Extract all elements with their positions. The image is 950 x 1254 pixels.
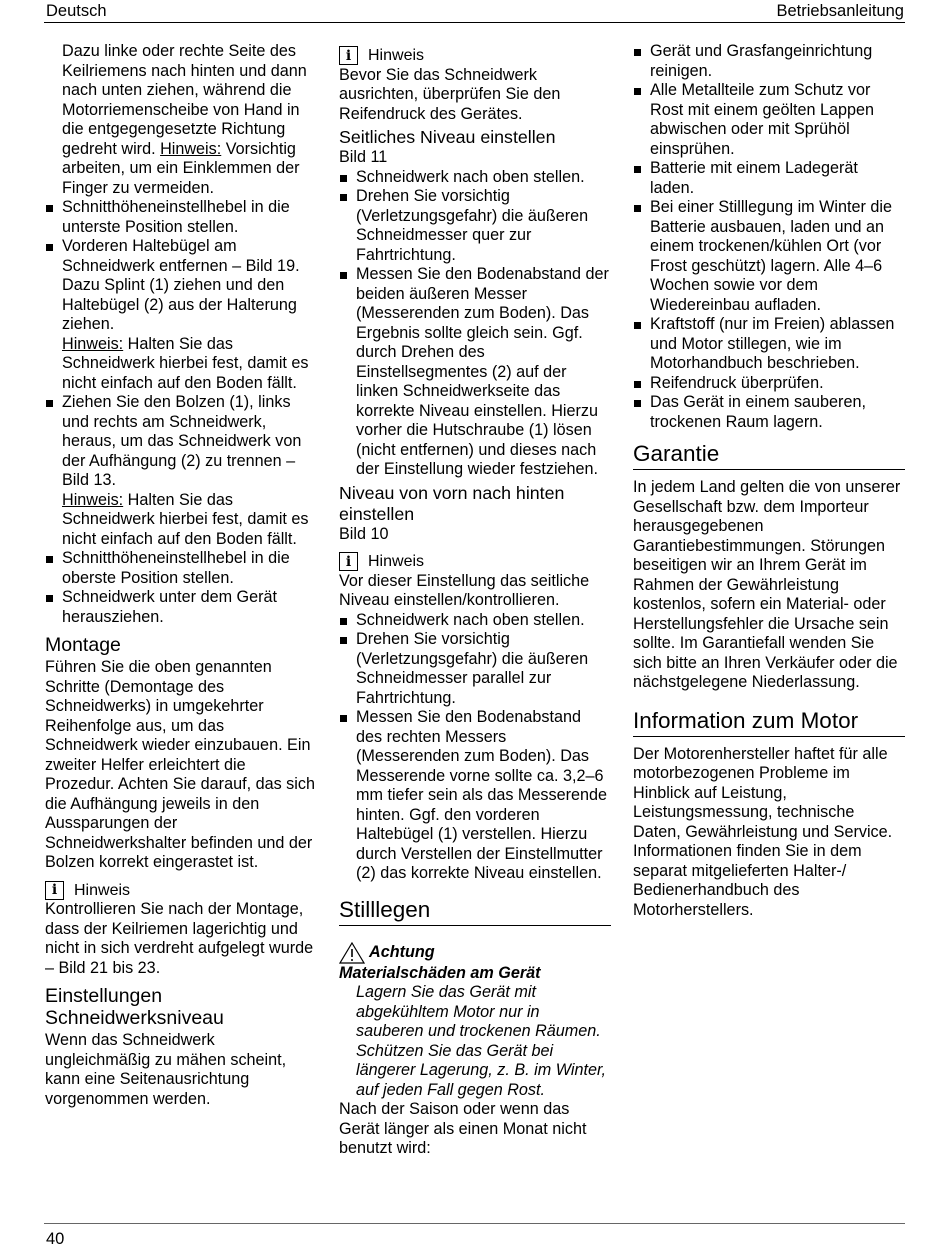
header-language: Deutsch — [46, 2, 107, 20]
list-item: Schneidwerk nach oben stellen. — [339, 611, 611, 631]
list-item: Bei einer Stilllegung im Winter die Batterie ausbauen, laden und an einem trockenen/kühlen Ort (vor Frost geschützt) lagern. Alle 4–6 Wochen sowie vor dem Wiedereinbau aufladen. — [633, 198, 905, 315]
removal-steps-list — [45, 198, 317, 627]
header-rule — [44, 22, 905, 23]
info-icon: i — [339, 552, 358, 571]
page-number: 40 — [46, 1230, 65, 1248]
einstellungen-paragraph: Wenn das Schneidwerk ungleichmäßig zu mähen scheint, kann eine Seitenausrichtung vorgenommen werden. — [45, 1031, 287, 1108]
continued-text: Dazu linke oder rechte Seite des Keilriemens nach hinten und dann nach unten ziehen, während die Motorriemenscheibe von Hand in die entgegengesetzte Richtung gedreht wird. — [62, 42, 307, 158]
list-item: Gerät und Grasfangeinrichtung reinigen. — [633, 42, 905, 81]
list-item: Messen Sie den Bodenabstand der beiden äußeren Messer (Messerenden zum Boden). Das Ergebnis sollte gleich sein. Ggf. durch Drehen des Einstellsegmentes (2) auf der linken Schneidwerkseite das korrekte Niveau einstellen. Hierzu vorher die Hutschraube (1) lösen (nicht entfernen) und dieses nach der Einstellung wieder festziehen. — [339, 265, 611, 480]
header-doc-type: Betriebsanleitung — [776, 2, 904, 20]
stilllegen-paragraph: Nach der Saison oder wenn das Gerät länger als einen Monat nicht benutzt wird: — [339, 1100, 587, 1157]
list-item: Drehen Sie vorsichtig (Verletzungsgefahr) die äußeren Schneidmesser parallel zur Fahrtrichtung. — [339, 630, 611, 708]
hint-paragraph: Bevor Sie das Schneidwerk ausrichten, überprüfen Sie den Reifendruck des Gerätes. — [339, 65, 561, 123]
section-heading-motor: Information zum Motor — [633, 707, 905, 737]
section-heading-stilllegen: Stilllegen — [339, 896, 611, 926]
hint-label: Hinweis: — [160, 139, 222, 158]
hint-paragraph: Kontrollieren Sie nach der Montage, dass der Keilriemen lagerichtig und nicht in sich verdreht aufgelegt wurde – Bild 21 bis 23. — [45, 900, 314, 977]
footer-rule — [44, 1223, 905, 1224]
hint-title: Hinweis — [74, 881, 131, 899]
hint-box-title — [339, 46, 611, 66]
montage-paragraph: Führen Sie die oben genannten Schritte (Demontage des Schneidwerks) in umgekehrter Reihenfolge aus, um das Schneidwerk wieder einzubauen. Ein zweiter Helfer erleichtert die Prozedur. Achten Sie darauf, das sich die Aufhängung jeweils in den Aussparungen der Schneidwerkshalter befinden und der Bolzen korrekt eingerastet ist. — [45, 658, 315, 871]
info-icon: i — [45, 881, 64, 900]
hint-title: Hinweis — [368, 47, 425, 64]
section-heading-montage: Montage — [45, 634, 121, 656]
warning-subtitle: Materialschäden am Gerät — [339, 963, 541, 982]
hint-box-title — [339, 552, 611, 572]
list-item: Ziehen Sie den Bolzen (1), links und rechts am Schneidwerk, heraus, um das Schneidwerk von der Aufhängung (2) zu trennen – Bild 13. Hinweis: Halten Sie das Schneidwerk hierbei fest, damit es nicht einfach auf den Boden fällt. — [45, 393, 317, 549]
warning-title — [339, 942, 611, 964]
subheading-niveau-vorn-hinten: Niveau von vorn nach hinten einstellen — [339, 482, 565, 524]
list-item: Vorderen Haltebügel am Schneidwerk entfernen – Bild 19. Dazu Splint (1) ziehen und den Haltebügel (2) aus der Halterung ziehen. Hinweis: Halten Sie das Schneidwerk hierbei fest, damit es nicht einfach auf den Boden fällt. — [45, 237, 317, 393]
seitlich-steps-list — [339, 168, 611, 480]
list-item: Schnitthöheneinstellhebel in die unterste Position stellen. — [45, 198, 317, 237]
section-heading-einstellungen: Einstellungen Schneidwerksniveau — [45, 985, 224, 1029]
garantie-paragraph: In jedem Land gelten die von unserer Gesellschaft bzw. dem Importeur herausgegebenen Garantiebestimmungen. Störungen beseitigen wir an Ihrem Gerät im Rahmen der Gewährleistung kostenlos, sofern ein Material- oder Herstellungsfehler die Ursache sein sollte. Im Garantiefall wenden Sie sich bitte an Ihren Verkäufer oder die nächstgelegene Niederlassung. — [633, 478, 901, 691]
hint-text: Vorsichtig arbeiten, um ein Einklemmen der Finger zu vermeiden. — [62, 139, 300, 197]
figure-reference: Bild 11 — [339, 148, 388, 166]
list-item: Schnitthöheneinstellhebel in die oberste Position stellen. — [45, 549, 317, 588]
list-item: Batterie mit einem Ladegerät laden. — [633, 159, 905, 198]
list-item: Reifendruck überprüfen. — [633, 374, 905, 394]
section-heading-garantie: Garantie — [633, 440, 905, 470]
warning-text: Lagern Sie das Gerät mit abgekühltem Motor nur in sauberen und trockenen Räumen. Schützen Sie das Gerät bei längerer Lagerung, z. B. im Winter, auf jeden Fall gegen Rost. — [356, 983, 606, 1099]
list-item: Das Gerät in einem sauberen, trockenen Raum lagern. — [633, 393, 905, 432]
vorn-steps-list — [339, 611, 611, 884]
subheading-seitliches-niveau: Seitliches Niveau einstellen — [339, 127, 556, 147]
continued-paragraph — [45, 42, 317, 198]
warning-triangle-icon — [339, 942, 365, 964]
column-1 — [45, 42, 317, 1109]
list-item: Messen Sie den Bodenabstand des rechten Messers (Messerenden zum Boden). Das Messerende vorne sollte ca. 3,2–6 mm tiefer sein als das Messerende hinten. Ggf. den vorderen Haltebügel (1) verstellen. Hierzu durch Verstellen der Einstellmutter (2) das korrekte Niveau einstellen. — [339, 708, 611, 884]
column-2 — [339, 42, 611, 1159]
motor-paragraph: Der Motorenhersteller haftet für alle motorbezogenen Probleme im Hinblick auf Leistung, Leistungsmessung, technische Daten, Gewährleistung und Service. Informationen finden Sie in dem separat mitgelieferten Halter-/ Bedienerhandbuch des Motorherstellers. — [633, 744, 893, 919]
info-icon: i — [339, 46, 358, 65]
hint-label: Hinweis: — [62, 490, 124, 509]
stilllegen-steps-list — [633, 42, 905, 432]
hint-paragraph: Vor dieser Einstellung das seitliche Niveau einstellen/kontrollieren. — [339, 571, 590, 609]
hint-label: Hinweis: — [62, 334, 124, 353]
hint-title: Hinweis — [368, 553, 425, 570]
list-item: Kraftstoff (nur im Freien) ablassen und Motor stillegen, wie im Motorhandbuch beschrieben. — [633, 315, 905, 374]
list-item: Schneidwerk nach oben stellen. — [339, 168, 611, 188]
warning-label: Achtung — [369, 942, 435, 961]
list-item: Schneidwerk unter dem Gerät herausziehen. — [45, 588, 317, 627]
list-item: Drehen Sie vorsichtig (Verletzungsgefahr) die äußeren Schneidmesser quer zur Fahrtrichtung. — [339, 187, 611, 265]
column-3 — [633, 42, 905, 920]
hint-box-title — [45, 881, 317, 901]
list-item: Alle Metallteile zum Schutz vor Rost mit einem geölten Lappen abwischen oder mit Sprühöl einsprühen. — [633, 81, 905, 159]
figure-reference: Bild 10 — [339, 524, 389, 543]
